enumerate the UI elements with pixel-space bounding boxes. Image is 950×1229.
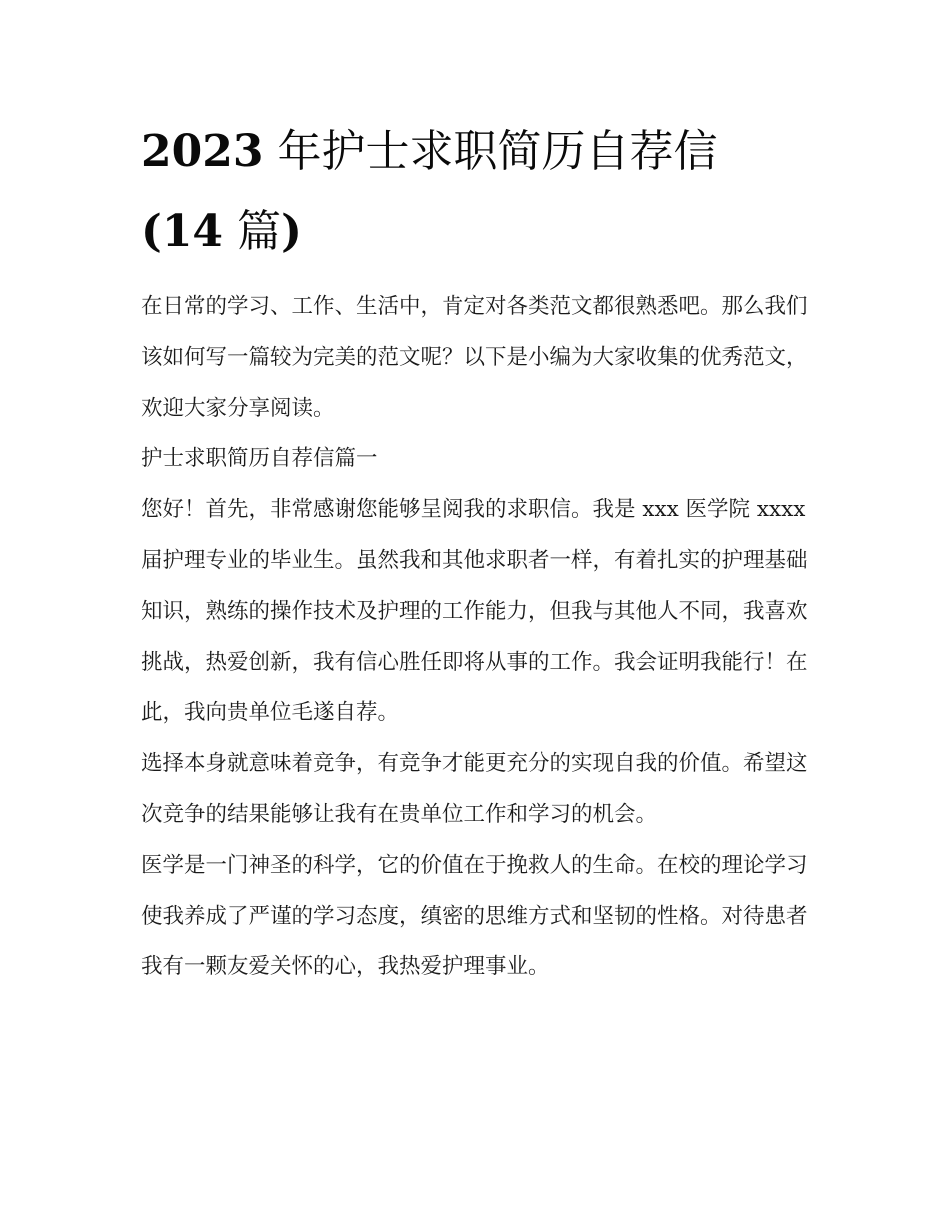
body-paragraph-medicine: 医学是一门神圣的科学，它的价值在于挽救人的生命。在校的理论学习使我养成了严谨的学习态度，缜密的思维方式和坚韧的性格。对待患者我有一颗友爱关怀的心，我热爱护理事业。 (141, 852, 808, 980)
title-main-text: 年护士求职简历自荐信 (277, 126, 718, 177)
section-heading: 护士求职简历自荐信篇一 (141, 446, 378, 472)
title-count-open: (14 (141, 206, 224, 257)
body-paragraph-competition: 选择本身就意味着竞争，有竞争才能更充分的实现自我的价值。希望这次竞争的结果能够让我有在贵单位工作和学习的机会。 (141, 751, 808, 827)
document-body (141, 112, 813, 993)
title-year: 2023 (141, 126, 264, 177)
body-paragraph-greeting: 您好！首先，非常感谢您能够呈阅我的求职信。我是 xxx 医学院 xxxx 届护理专业的毕业生。虽然我和其他求职者一样，有着扎实的护理基础知识，熟练的操作技术及护理的工作能力，但我与其他人不同，我喜欢挑战，热爱创新，我有信心胜任即将从事的工作。我会证明我能行！在此，我向贵单位毛遂自荐。 (141, 497, 808, 726)
title-pian: 篇 (237, 206, 282, 257)
intro-paragraph: 在日常的学习、工作、生活中，肯定对各类范文都很熟悉吧。那么我们该如何写一篇较为完美的范文呢？以下是小编为大家收集的优秀范文，欢迎大家分享阅读。 (141, 294, 808, 421)
title-count-close: ) (281, 206, 302, 257)
document-title (141, 112, 813, 272)
